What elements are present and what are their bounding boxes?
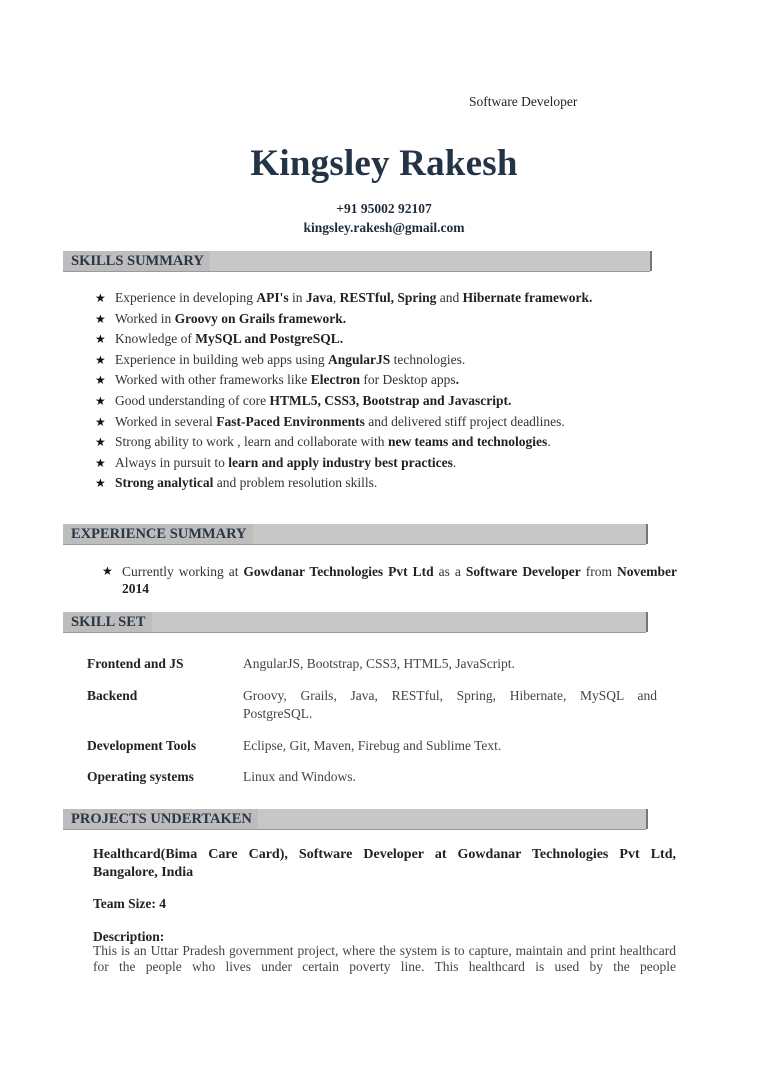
bold-text: AngularJS [327, 351, 391, 367]
skill-label-dev-tools: Development Tools [87, 738, 197, 753]
experience-item [102, 563, 677, 597]
star-icon: ★ [95, 455, 106, 470]
bold-text: Software Developer [465, 564, 581, 579]
skill-summary-item [95, 331, 695, 347]
bold-text: November 2014 [122, 564, 677, 596]
text-run: Worked in [115, 310, 175, 326]
section-header-projects [63, 809, 648, 829]
bold-text: RESTful, Spring [339, 290, 437, 305]
text-run: Knowledge of [115, 331, 196, 347]
skill-summary-item [95, 311, 695, 327]
text-run: Strong ability to work , learn and collaborate with [115, 434, 388, 450]
section-title: SKILL SET [63, 612, 152, 632]
bold-text: API's [256, 290, 289, 305]
section-title: EXPERIENCE SUMMARY [63, 524, 253, 544]
text-run: from [580, 564, 617, 579]
text-run: for Desktop apps [359, 372, 456, 388]
bold-text: Hibernate framework. [462, 290, 593, 305]
text-run: in [288, 290, 306, 305]
job-role: Software Developer [469, 94, 578, 109]
skill-summary-item [95, 372, 695, 388]
skill-summary-item [95, 434, 695, 450]
skill-value-os: Linux and Windows. [243, 769, 356, 784]
skill-summary-item [95, 352, 695, 368]
star-icon: ★ [95, 414, 106, 429]
skill-summary-item [95, 393, 695, 409]
candidate-name: Kingsley Rakesh [250, 143, 518, 184]
project-title: Healthcard(Bima Care Card), Software Developer at Gowdanar Technologies Pvt Ltd, Bangalore, India [93, 847, 676, 880]
team-size-label: Team Size: [93, 896, 156, 911]
skill-summary-item [95, 475, 695, 491]
section-header-skills-summary [63, 251, 652, 271]
skill-value-backend: Groovy, Grails, Java, RESTful, Spring, Hibernate, MySQL and PostgreSQL. [243, 688, 657, 721]
star-icon: ★ [95, 352, 106, 367]
bold-text: Java [305, 290, 333, 305]
text-run: . [547, 434, 551, 450]
project-description: This is an Uttar Pradesh government project, where the system is to capture, maintain and print healthcard for the people who lives under certain poverty line. This healthcard is used by the people [93, 943, 676, 974]
section-header-experience-summary [63, 524, 648, 544]
star-icon: ★ [95, 373, 106, 388]
bold-text: Groovy on Grails framework. [174, 310, 347, 326]
section-title: SKILLS SUMMARY [63, 251, 210, 271]
description-label: Description: [93, 929, 165, 944]
section-header-skill-set [63, 612, 648, 632]
star-icon: ★ [102, 564, 113, 578]
text-run: and delivered stiff project deadlines. [364, 413, 565, 429]
text-run: Always in pursuit to [115, 454, 229, 470]
text-run: Experience in building web apps using [115, 351, 328, 367]
skill-summary-item [95, 290, 695, 306]
text-run: technologies. [390, 351, 466, 367]
text-run: Experience in developing [115, 290, 257, 305]
bold-text: Strong analytical [115, 475, 214, 491]
skill-summary-item [95, 455, 695, 471]
text-run: Good understanding of core [115, 393, 270, 408]
skill-label-backend: Backend [87, 688, 138, 703]
star-icon: ★ [95, 394, 106, 408]
bold-text: new teams and technologies [387, 434, 548, 450]
text-run: Worked in several [115, 413, 217, 429]
phone-number: +91 95002 92107 [336, 201, 432, 216]
skill-value-dev-tools: Eclipse, Git, Maven, Firebug and Sublime Text. [243, 738, 502, 753]
skill-label-os: Operating systems [87, 769, 194, 784]
star-icon: ★ [95, 435, 106, 450]
text-run: as a [433, 564, 466, 579]
bold-text: learn and apply industry best practices [228, 454, 453, 470]
skill-summary-item [95, 414, 695, 430]
bold-text: HTML5, CSS3, Bootstrap and Javascript. [269, 393, 512, 408]
star-icon: ★ [95, 476, 106, 491]
section-title: PROJECTS UNDERTAKEN [63, 809, 258, 829]
team-size [93, 896, 166, 912]
star-icon: ★ [95, 311, 106, 326]
bold-text: MySQL and PostgreSQL. [195, 331, 344, 347]
skill-label-frontend: Frontend and JS [87, 656, 184, 671]
bold-text: . [455, 372, 459, 388]
email-address: kingsley.rakesh@gmail.com [303, 220, 465, 235]
star-icon: ★ [95, 291, 106, 305]
text-run: and [436, 290, 463, 305]
team-size-value: 4 [159, 896, 166, 911]
text-run: Currently working at [122, 564, 244, 579]
text-run: , [332, 290, 340, 305]
star-icon: ★ [95, 332, 106, 347]
bold-text: Fast-Paced Environments [216, 413, 365, 429]
skill-value-frontend: AngularJS, Bootstrap, CSS3, HTML5, JavaScript. [243, 656, 515, 671]
bold-text: Electron [310, 372, 360, 388]
experience-text [122, 563, 677, 597]
text-run: Worked with other frameworks like [115, 372, 311, 388]
text-run: and problem resolution skills. [213, 475, 378, 491]
text-run: . [452, 454, 457, 470]
bold-text: Gowdanar Technologies Pvt Ltd [243, 564, 434, 579]
